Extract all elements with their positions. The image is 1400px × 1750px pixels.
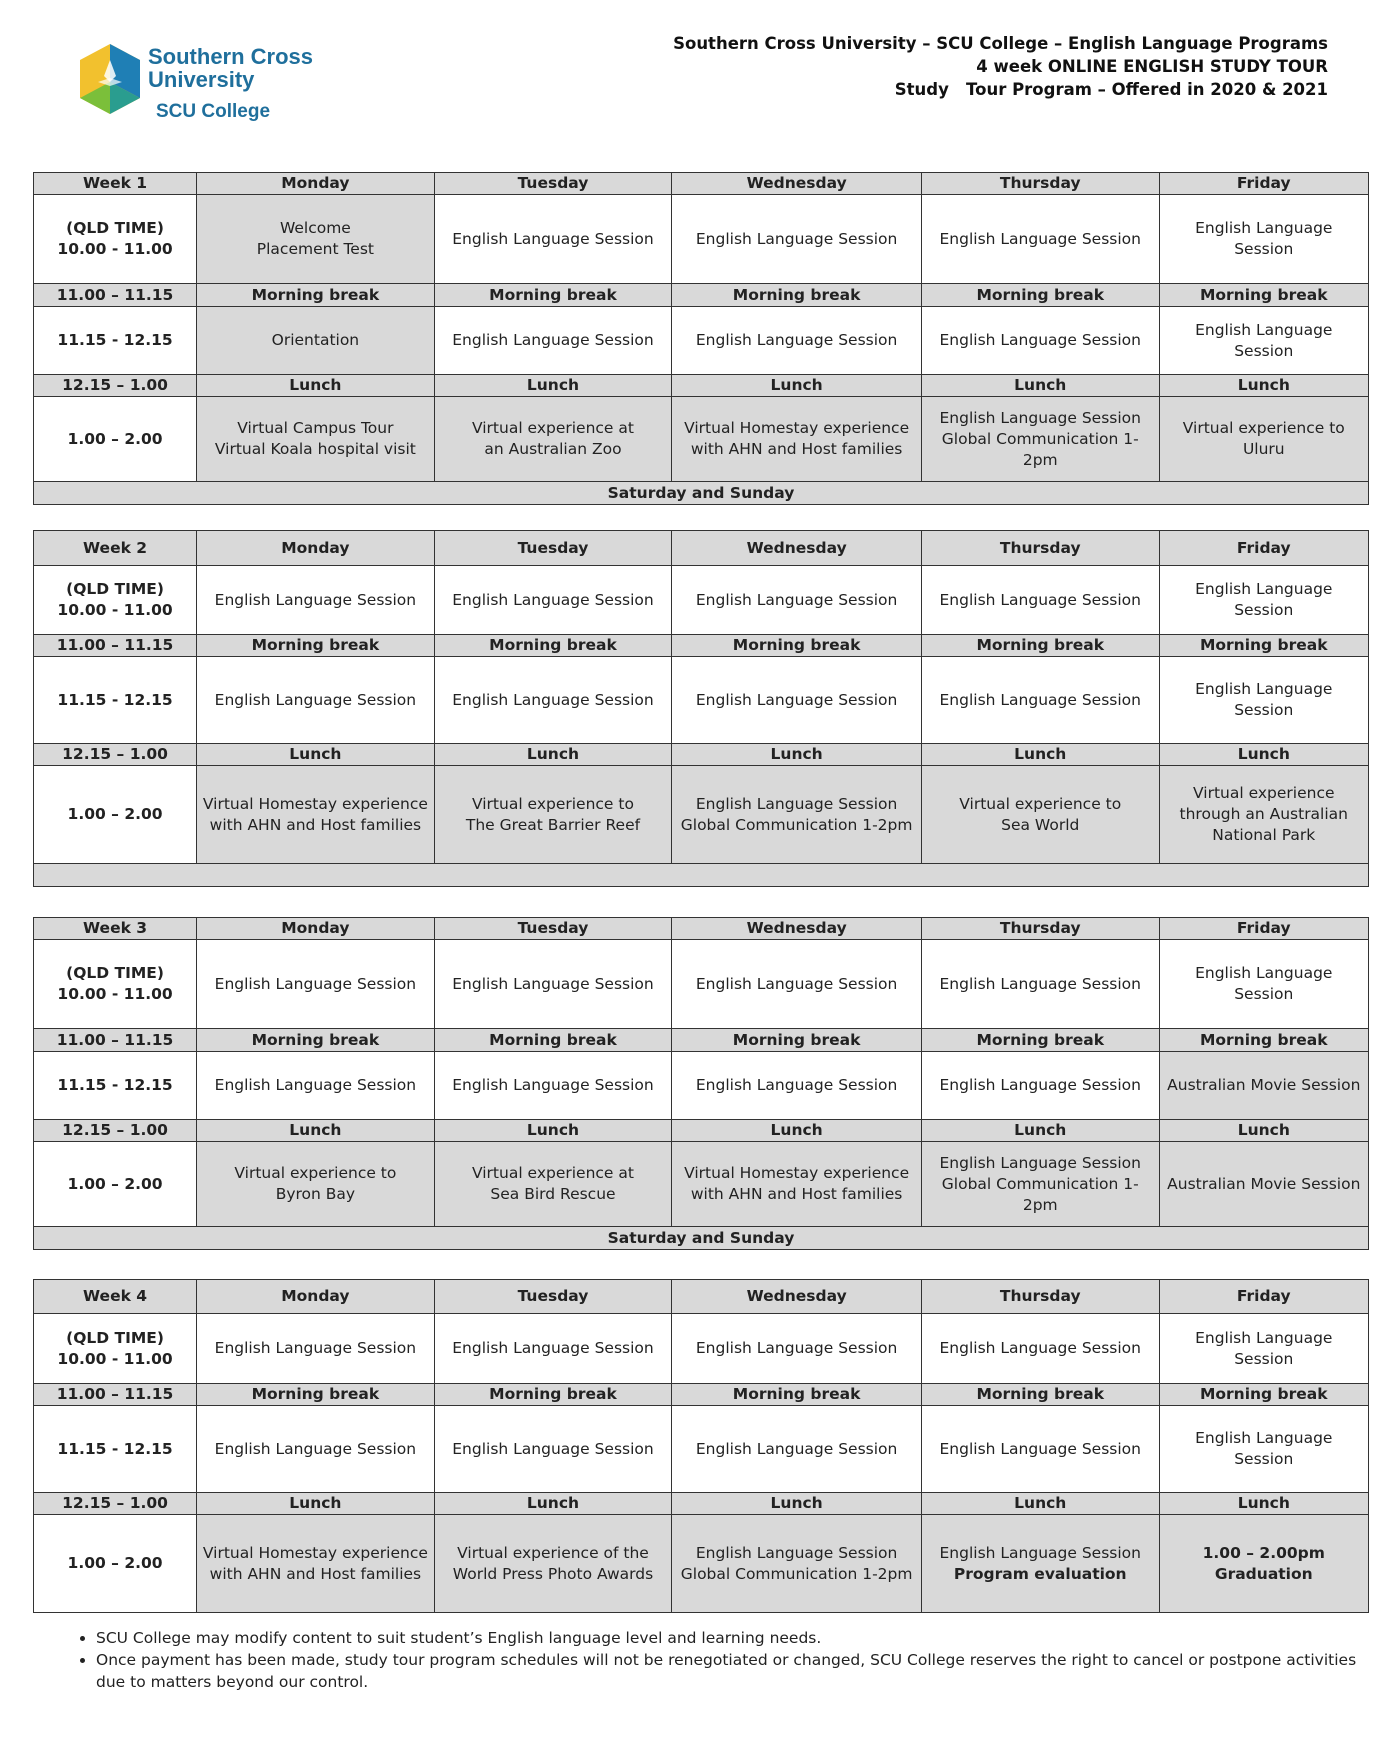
session-text: English Language Session: [452, 229, 654, 248]
day-header-tuesday: Tuesday: [434, 918, 672, 940]
title-line-3: Study Tour Program – Offered in 2020 & 2021: [894, 80, 1328, 99]
session-text: English Language Session: [452, 974, 654, 993]
session-text: Virtual experience to Byron Bay: [234, 1164, 397, 1203]
session-cell-monday: [197, 307, 435, 375]
break-cell-monday: Morning break: [197, 1029, 435, 1052]
session-text: Orientation: [271, 331, 360, 349]
session-cell-thursday: [921, 1314, 1159, 1384]
session-cell-wednesday: [672, 566, 922, 635]
session-cell-monday: [197, 566, 435, 635]
week-header-row: [34, 531, 1369, 566]
session-cell-friday: [1159, 397, 1368, 482]
morning-break-row: [34, 1029, 1369, 1052]
break-cell-tuesday: Lunch: [434, 744, 672, 766]
session-text: Virtual experience to The Great Barrier Reef: [465, 794, 641, 834]
session-cell-wednesday: [672, 1515, 922, 1613]
time-cell: 1.00 – 2.00: [34, 1515, 197, 1613]
session-cell-monday: [197, 1406, 435, 1493]
note-item: • Once payment has been made, study tour program schedules will not be renegotiated or changed, SCU College reserves the right to cancel or postpone activities due to matters beyond our control.: [96, 1649, 1366, 1693]
break-cell-wednesday: Morning break: [672, 1029, 922, 1052]
program-evaluation-text: Program evaluation: [953, 1564, 1127, 1583]
session-cell-monday: [197, 1142, 435, 1227]
week-label: Week 4: [34, 1280, 197, 1314]
session-text: English Language Session: [939, 690, 1141, 709]
time-cell: (QLD TIME) 10.00 - 11.00: [34, 566, 197, 635]
scu-logo: [78, 42, 338, 132]
day-header-monday: Monday: [197, 531, 435, 566]
break-cell-thursday: Lunch: [921, 1120, 1159, 1142]
session-cell-wednesday: [672, 195, 922, 284]
session-text: English Language Session: [214, 1339, 417, 1357]
session-text: Welcome Placement Test: [256, 219, 374, 258]
session-text: Virtual experience at an Australian Zoo: [471, 419, 634, 458]
time-cell: (QLD TIME) 10.00 - 11.00: [34, 940, 197, 1029]
session-cell-friday: [1159, 1142, 1368, 1227]
session-text: English Language Session: [939, 331, 1141, 349]
session-text: English Language Session: [1195, 580, 1333, 619]
day-header-friday: Friday: [1159, 173, 1368, 195]
lunch-row: [34, 1120, 1369, 1142]
session-cell-monday: [197, 1314, 435, 1384]
document-title: [673, 32, 1328, 101]
scu-shield-icon: [78, 42, 142, 116]
weekend-row: [34, 482, 1369, 505]
break-cell-thursday: Morning break: [921, 1029, 1159, 1052]
session-cell-friday: [1159, 1515, 1368, 1613]
break-cell-monday: Morning break: [197, 284, 435, 307]
session-cell-wednesday: [672, 307, 922, 375]
session-cell-monday: [197, 766, 435, 864]
day-header-thursday: Thursday: [921, 173, 1159, 195]
session-text: Virtual experience to Uluru: [1182, 419, 1345, 458]
session-cell-tuesday: [434, 195, 672, 284]
session-text: Virtual experience at Sea Bird Rescue: [471, 1164, 634, 1203]
session-text: English Language Session: [939, 590, 1141, 609]
session-cell-friday: [1159, 195, 1368, 284]
time-cell: 11.00 – 11.15: [34, 1029, 197, 1052]
session-text: English Language Session: [695, 1439, 898, 1458]
time-cell: 1.00 – 2.00: [34, 766, 197, 864]
day-header-wednesday: Wednesday: [672, 531, 922, 566]
session-cell-thursday: [921, 657, 1159, 744]
session-row-slot2: [34, 657, 1369, 744]
session-cell-tuesday: [434, 566, 672, 635]
time-cell: 1.00 – 2.00: [34, 1142, 197, 1227]
time-cell: 11.15 - 12.15: [34, 657, 197, 744]
session-cell-thursday: [921, 1515, 1159, 1613]
break-cell-monday: Morning break: [197, 1384, 435, 1406]
session-cell-friday: [1159, 940, 1368, 1029]
session-text: Virtual experience to Sea World: [959, 794, 1122, 834]
break-cell-friday: Lunch: [1159, 1120, 1368, 1142]
day-header-monday: Monday: [197, 173, 435, 195]
session-cell-wednesday: [672, 657, 922, 744]
break-cell-thursday: Lunch: [921, 1493, 1159, 1515]
day-header-tuesday: Tuesday: [434, 1280, 672, 1314]
session-text: English Language Session: [939, 1543, 1141, 1562]
break-cell-monday: Morning break: [197, 635, 435, 657]
session-text: Virtual experience through an Australian National Park: [1179, 784, 1348, 844]
week-4-table: [33, 1279, 1369, 1613]
break-cell-friday: Lunch: [1159, 1493, 1368, 1515]
session-text: English Language Session: [1195, 320, 1333, 360]
weekend-row: [34, 1227, 1369, 1250]
time-cell: 12.15 – 1.00: [34, 1120, 197, 1142]
session-text: English Language Session: [452, 331, 654, 349]
title-line-2: 4 week ONLINE ENGLISH STUDY TOUR: [976, 57, 1328, 76]
break-cell-friday: Morning break: [1159, 1384, 1368, 1406]
session-cell-friday: [1159, 566, 1368, 635]
week-1-table: [33, 172, 1369, 505]
session-text: English Language Session: [214, 690, 417, 709]
session-text: English Language Session: [1195, 1429, 1333, 1468]
break-cell-monday: Lunch: [197, 375, 435, 397]
session-cell-monday: [197, 1052, 435, 1120]
session-row-slot1: [34, 940, 1369, 1029]
break-cell-thursday: Morning break: [921, 284, 1159, 307]
day-header-tuesday: Tuesday: [434, 173, 672, 195]
session-cell-thursday: [921, 940, 1159, 1029]
session-row-slot2: [34, 307, 1369, 375]
session-cell-wednesday: [672, 1406, 922, 1493]
session-text: Virtual Campus Tour Virtual Koala hospital visit: [214, 419, 416, 458]
session-text: Australian Movie Session: [1167, 1174, 1361, 1193]
session-cell-wednesday: [672, 1052, 922, 1120]
session-text: English Language Session: [214, 974, 417, 993]
session-text: English Language Session Global Communication 1-2pm: [939, 1153, 1141, 1214]
session-cell-tuesday: [434, 307, 672, 375]
break-cell-tuesday: Morning break: [434, 1029, 672, 1052]
session-cell-wednesday: [672, 1142, 922, 1227]
time-cell: 12.15 – 1.00: [34, 744, 197, 766]
break-cell-friday: Morning break: [1159, 1029, 1368, 1052]
session-row-slot3: [34, 766, 1369, 864]
session-cell-monday: [197, 1515, 435, 1613]
time-cell: (QLD TIME) 10.00 - 11.00: [34, 195, 197, 284]
break-cell-thursday: Lunch: [921, 744, 1159, 766]
session-text: English Language Session: [695, 1076, 898, 1094]
week-header-row: [34, 173, 1369, 195]
session-text: English Language Session: [214, 590, 417, 609]
session-cell-thursday: [921, 195, 1159, 284]
session-cell-wednesday: [672, 766, 922, 864]
weekend-label: Saturday and Sunday: [34, 482, 1369, 505]
break-cell-friday: Lunch: [1159, 744, 1368, 766]
lunch-row: [34, 375, 1369, 397]
day-header-wednesday: Wednesday: [672, 1280, 922, 1314]
session-text: English Language Session: [1195, 219, 1333, 258]
session-text: English Language Session: [939, 974, 1141, 993]
time-cell: 11.15 - 12.15: [34, 307, 197, 375]
week-2-table: [33, 530, 1369, 887]
session-cell-friday: [1159, 1314, 1368, 1384]
time-cell: 12.15 – 1.00: [34, 375, 197, 397]
notes-list: [62, 1627, 1366, 1693]
session-text: English Language Session: [1195, 964, 1333, 1003]
session-cell-tuesday: [434, 1515, 672, 1613]
break-cell-thursday: Lunch: [921, 375, 1159, 397]
break-cell-wednesday: Lunch: [672, 1493, 922, 1515]
break-cell-wednesday: Lunch: [672, 744, 922, 766]
session-text: English Language Session: [1195, 1328, 1333, 1368]
break-cell-friday: Morning break: [1159, 635, 1368, 657]
note-item: • SCU College may modify content to suit student’s English language level and learning needs.: [96, 1627, 1366, 1649]
session-cell-thursday: [921, 566, 1159, 635]
session-text: English Language Session: [214, 1076, 417, 1094]
break-cell-tuesday: Morning break: [434, 635, 672, 657]
time-cell: 11.00 – 11.15: [34, 1384, 197, 1406]
session-text: Virtual Homestay experience with AHN and Host families: [684, 1164, 910, 1203]
session-text: English Language Session: [452, 590, 654, 609]
session-cell-monday: [197, 940, 435, 1029]
session-text: English Language Session: [452, 690, 654, 709]
session-cell-wednesday: [672, 397, 922, 482]
weekend-label: Saturday and Sunday: [34, 1227, 1369, 1250]
session-text: English Language Session: [939, 1439, 1141, 1458]
session-row-slot2: [34, 1052, 1369, 1120]
day-header-thursday: Thursday: [921, 1280, 1159, 1314]
session-cell-friday: [1159, 766, 1368, 864]
session-text: English Language Session: [695, 590, 898, 609]
session-text: English Language Session Global Communication 1-2pm: [680, 1543, 913, 1583]
break-cell-monday: Lunch: [197, 744, 435, 766]
time-cell: 11.00 – 11.15: [34, 284, 197, 307]
session-cell-thursday: [921, 766, 1159, 864]
session-text: English Language Session Global Communication 1-2pm: [680, 794, 913, 834]
time-cell: 12.15 – 1.00: [34, 1493, 197, 1515]
session-text: English Language Session: [695, 1339, 898, 1357]
session-text: English Language Session: [695, 690, 898, 709]
session-cell-tuesday: [434, 397, 672, 482]
session-text: English Language Session: [214, 1439, 417, 1458]
day-header-tuesday: Tuesday: [434, 531, 672, 566]
time-cell: 11.15 - 12.15: [34, 1406, 197, 1493]
break-cell-thursday: Morning break: [921, 635, 1159, 657]
session-row-slot1: [34, 195, 1369, 284]
session-cell-monday: [197, 195, 435, 284]
session-text: English Language Session: [939, 1339, 1141, 1357]
session-text: Virtual Homestay experience with AHN and Host families: [684, 419, 910, 458]
session-cell-tuesday: [434, 1142, 672, 1227]
session-cell-thursday: [921, 397, 1159, 482]
morning-break-row: [34, 1384, 1369, 1406]
day-header-monday: Monday: [197, 918, 435, 940]
session-text: English Language Session: [695, 331, 898, 349]
lunch-row: [34, 744, 1369, 766]
break-cell-tuesday: Morning break: [434, 1384, 672, 1406]
session-text: English Language Session: [452, 1076, 654, 1094]
session-text: English Language Session: [695, 229, 898, 248]
week-header-row: [34, 918, 1369, 940]
logo-university-name: Southern Cross University: [148, 44, 314, 92]
week-label: Week 2: [34, 531, 197, 566]
time-cell: 1.00 – 2.00: [34, 397, 197, 482]
break-cell-wednesday: Morning break: [672, 284, 922, 307]
session-text: English Language Session: [452, 1339, 654, 1357]
day-header-thursday: Thursday: [921, 531, 1159, 566]
session-text: English Language Session: [695, 974, 898, 993]
break-cell-tuesday: Morning break: [434, 284, 672, 307]
break-cell-friday: Lunch: [1159, 375, 1368, 397]
time-cell: 11.15 - 12.15: [34, 1052, 197, 1120]
title-line-1: Southern Cross University – SCU College – English Language Programs: [673, 34, 1328, 53]
week-3-table: [33, 917, 1369, 1250]
break-cell-wednesday: Lunch: [672, 1120, 922, 1142]
day-header-monday: Monday: [197, 1280, 435, 1314]
session-text: English Language Session: [939, 229, 1141, 248]
session-text: English Language Session Global Communication 1-2pm: [939, 408, 1141, 469]
break-cell-wednesday: Lunch: [672, 375, 922, 397]
session-cell-thursday: [921, 307, 1159, 375]
weekend-row: [34, 864, 1369, 887]
break-cell-monday: Lunch: [197, 1120, 435, 1142]
session-cell-tuesday: [434, 1406, 672, 1493]
time-cell: (QLD TIME) 10.00 - 11.00: [34, 1314, 197, 1384]
morning-break-row: [34, 284, 1369, 307]
day-header-thursday: Thursday: [921, 918, 1159, 940]
break-cell-wednesday: Morning break: [672, 635, 922, 657]
day-header-wednesday: Wednesday: [672, 173, 922, 195]
session-cell-wednesday: [672, 940, 922, 1029]
weekend-label: [34, 864, 1369, 887]
lunch-row: [34, 1493, 1369, 1515]
session-cell-tuesday: [434, 1314, 672, 1384]
day-header-friday: Friday: [1159, 1280, 1368, 1314]
session-cell-thursday: [921, 1052, 1159, 1120]
session-cell-friday: [1159, 307, 1368, 375]
week-header-row: [34, 1280, 1369, 1314]
session-text: Australian Movie Session: [1167, 1076, 1361, 1094]
week-label: Week 3: [34, 918, 197, 940]
session-text: Virtual Homestay experience with AHN and Host families: [202, 794, 428, 834]
day-header-friday: Friday: [1159, 531, 1368, 566]
session-row-slot3: [34, 1142, 1369, 1227]
session-cell-thursday: [921, 1142, 1159, 1227]
session-cell-tuesday: [434, 1052, 672, 1120]
session-row-slot1: [34, 1314, 1369, 1384]
time-cell: 11.00 – 11.15: [34, 635, 197, 657]
break-cell-monday: Lunch: [197, 1493, 435, 1515]
session-text: English Language Session: [939, 1076, 1141, 1094]
session-text: Virtual experience of the World Press Photo Awards: [452, 1543, 654, 1583]
session-text: 1.00 – 2.00pm Graduation: [1202, 1543, 1325, 1583]
session-text: English Language Session: [452, 1439, 654, 1458]
session-cell-monday: [197, 657, 435, 744]
day-header-friday: Friday: [1159, 918, 1368, 940]
session-cell-wednesday: [672, 1314, 922, 1384]
session-cell-friday: [1159, 657, 1368, 744]
break-cell-tuesday: Lunch: [434, 1120, 672, 1142]
break-cell-friday: Morning break: [1159, 284, 1368, 307]
session-row-slot1: [34, 566, 1369, 635]
session-cell-friday: [1159, 1052, 1368, 1120]
session-cell-monday: [197, 397, 435, 482]
morning-break-row: [34, 635, 1369, 657]
break-cell-tuesday: Lunch: [434, 1493, 672, 1515]
session-cell-thursday: [921, 1406, 1159, 1493]
session-cell-tuesday: [434, 940, 672, 1029]
week-label: Week 1: [34, 173, 197, 195]
session-cell-friday: [1159, 1406, 1368, 1493]
break-cell-tuesday: Lunch: [434, 375, 672, 397]
session-row-slot2: [34, 1406, 1369, 1493]
break-cell-thursday: Morning break: [921, 1384, 1159, 1406]
session-cell-tuesday: [434, 766, 672, 864]
session-row-slot3: [34, 397, 1369, 482]
session-text: English Language Session: [1195, 680, 1333, 719]
day-header-wednesday: Wednesday: [672, 918, 922, 940]
session-cell-tuesday: [434, 657, 672, 744]
break-cell-wednesday: Morning break: [672, 1384, 922, 1406]
session-row-slot3: [34, 1515, 1369, 1613]
logo-college-name: SCU College: [156, 101, 271, 122]
session-text: Virtual Homestay experience with AHN and Host families: [202, 1543, 428, 1583]
